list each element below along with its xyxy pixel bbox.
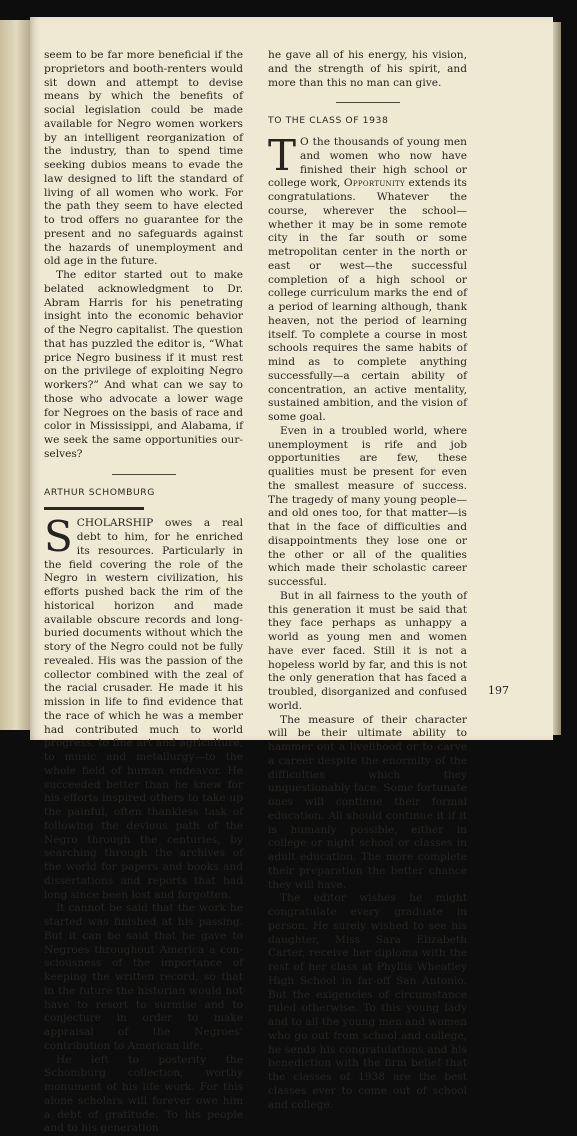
section-heading-schomburg: ARTHUR SCHOMBURG [44,486,243,500]
paragraph: The editor wishes he might congratulate every graduate in person. He surely wished to see his daughter, Miss Sara Elizabeth Carter, receive her diploma with the rest of her class at Phyllis Wheatley High School in far-off San Antonio. But the exigencies of circumstance ruled otherwise. To this young lady and to all the young men and women who go out from school and college, he sends his congratulations and his benediction with the firm belief that the classes of 1938 are the best classes ever to come out of school and college. [268,892,467,1112]
paragraph: The measure of their character will be their ultimate ability to hammer out a livelihood or to carve a career despite the enormity of the difficulties which they unquestionably face. Some fortunate ones will continue their formal education. All should continue it if it is humanly possible, either in college or night school or classes in adult education. The more complete their preparation the better chance they will have. [268,714,467,893]
paragraph: He left to posterity the Schomburg collection, worthy monument of his life work. For this alone scholars will forever owe him a debt of gratitude. To his people and to his generation [44,1054,243,1136]
paragraph-text: CHOLARSHIP owes a real debt to him, for he enriched its resources. Particularly in the field covering the role of the Negro in western civilization, his efforts pushed back the rim of the historical horizon and made available obscure records and long-buried documents without which the story of the Negro could not be fully revealed. His was the passion of the collector combined with the zeal of the racial crusader. He made it his mission in life to find evidence that the race of which he was a member had contributed much to world progress, to fine art and agriculture, to music and metallurgy—to the whole field of human endeavor. He succeeded better than he knew for his efforts inspired others to take up the painful, often thankless task of following the devious path of the Negro through the centuries, by searching through the archives of the world for papers and books and dissertations and reports that had long since been lost and forgotten. [44,517,243,900]
facing-page-edge [0,20,30,730]
paragraph: But in all fairness to the youth of this generation it must be said that they face perhaps as unhappy a world as young men and women have ever faced. Still it is not a hopeless world by far, and this is not the only generation that has faced a troubled, disorganized and confused world. [268,590,467,714]
paragraph: It cannot be said that the work he started was finished at his passing. But it can be said that he gave to Negroes throughout America a consciousness of the importance of keeping the written record, so that in the future the historian would not have to resort to surmise and to conjecture in order to make appraisal of the Negroes’ contribution to American life. [44,902,243,1053]
page-number: 197 [488,684,509,697]
left-column [44,49,243,1136]
magazine-name: Opportunity [344,177,405,189]
heading-underline [44,507,144,510]
paragraph [44,517,243,902]
paragraph-text: extends its congratulations. Whatever the course, wherever the school—whether it may be in some remote city in the far south or some metropolitan center in the north or east or west—the successful completion of a high school or college curriculum marks the end of a period of learning although, thank heaven, not the period of learning itself. To complete a course in most schools requires the same habits of mind as to complete anything successfully—a certain ability of concentration, an active mentality, sustained ambition, and the vision of some goal. [268,177,467,423]
right-column [268,49,467,1112]
section-heading-class-of-1938: TO THE CLASS OF 1938 [268,114,467,128]
paragraph [268,136,467,425]
paragraph-text: O the thousands of young men and women who now have finished their high school or college work, [268,136,467,189]
section-divider [336,102,400,103]
paragraph: The editor started out to make belated acknowledgment to Dr. Abram Harris for his penetrating insight into the economic behavior of the Negro capitalist. The question that has puzzled the editor is, “What price Negro business if it must rest on the privilege of exploiting Negro workers?” And what can we say to those who advocate a lower wage for Negroes on the basis of race and color in Mississippi, and Alabama, if we seek the same opportunities ourselves? [44,269,243,462]
page-edge-shadow [553,22,561,735]
paragraph: he gave all of his energy, his vision, and the strength of his spirit, and more than this no man can give. [268,49,467,90]
drop-cap: T [268,138,296,174]
paragraph: Even in a troubled world, where unemployment is rife and job opportunities are few, these qualities must be present for even the smallest measure of success. The tragedy of many young people—and old ones too, for that matter—is that in the face of difficulties and disappointments they lose one or the other or all of the qualities which made their scholastic career successful. [268,425,467,590]
drop-cap: S [44,519,73,555]
paragraph: seem to be far more beneficial if the proprietors and booth-renters would sit down and attempt to devise means by which the benefits of social legislation could be made available for Negro women workers by an intelligent reorganization of the industry, than to spend time seeking dubios means to evade the law designed to lift the standard of living of all women who work. For the path they seem to have elected to trod offers no guarantee for the present and no safeguards against the hazards of unemployment and old age in the future. [44,49,243,269]
section-divider [112,474,176,475]
